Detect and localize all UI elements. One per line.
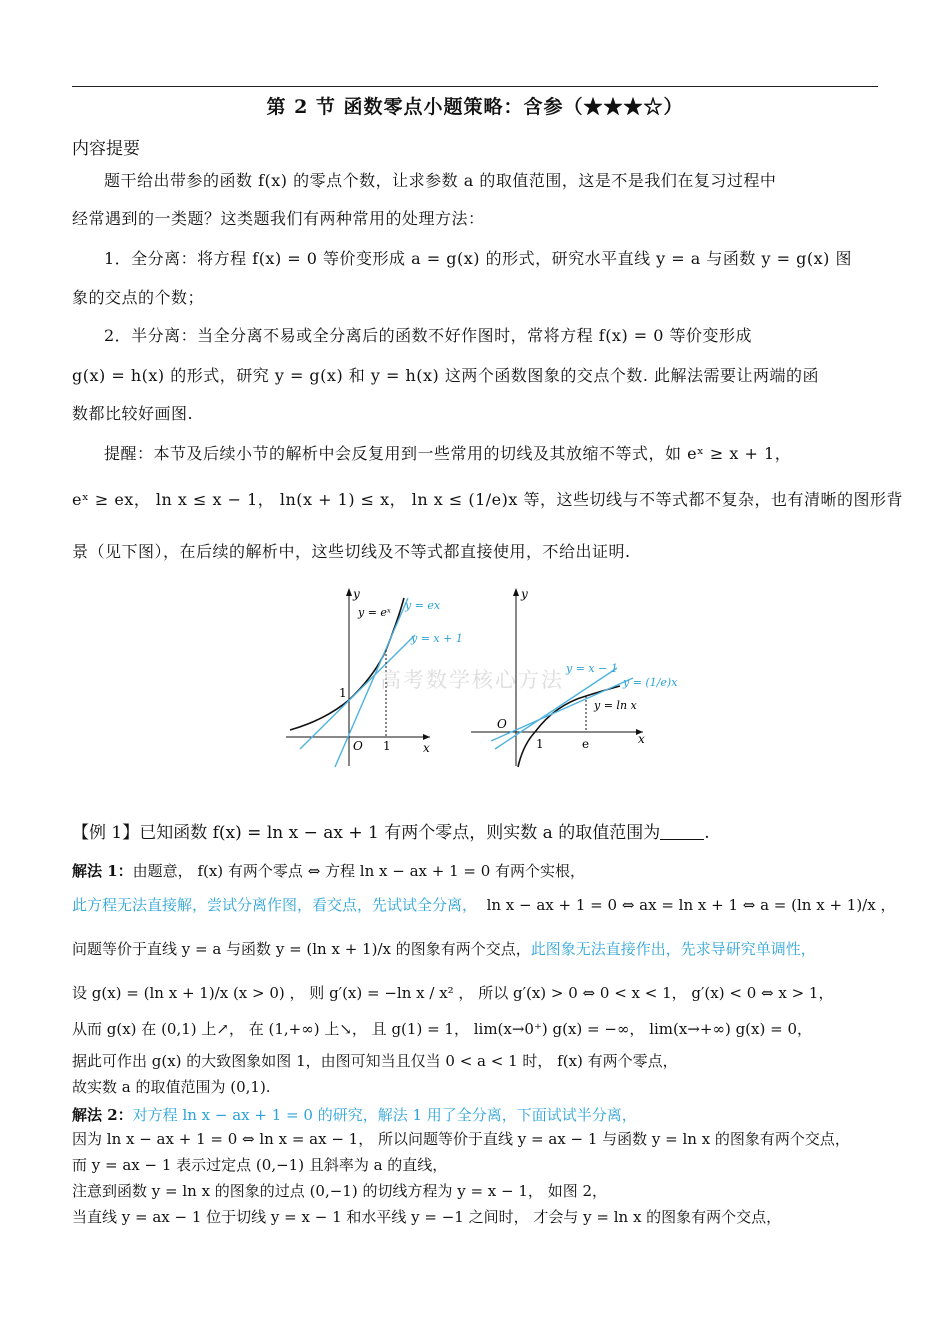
solution1-line [72,938,816,960]
solution1-text: 由题意， f(x) 有两个零点 ⇔ 方程 ln x − ax + 1 = 0 有两个实根， [132,862,586,880]
solution1-line: 设 g(x) = (ln x + 1)/x (x > 0) ， 则 g′(x) = −ln x / x² ， 所以 g′(x) > 0 ⇔ 0 < x < 1， g′(x) < 0 ⇔ x > 1， [72,984,834,1002]
method2-line: 2．半分离：当全分离不易或全分离后的函数不好作图时，常将方程 f(x) = 0 等价变形成 [104,326,753,345]
origin-label: O [497,717,507,731]
solution1-text: ln x − ax + 1 = 0 ⇔ ax = ln x + 1 ⇔ a = (ln x + 1)/x ， [486,896,896,914]
intro-line: 题干给出带参的函数 f(x) 的零点个数，让求参数 a 的取值范围，这是不是我们在复习过程中 [104,171,777,190]
example-text: 已知函数 f(x) = ln x − ax + 1 有两个零点，则实数 a 的取值范围为 [139,823,661,843]
curve-label: y = ln x [594,699,637,712]
solution1-text: 问题等价于直线 y = a 与函数 y = (ln x + 1)/x 的图象有两个交点， [72,940,531,958]
solution2-line [72,1104,637,1126]
solution2-line: 当直线 y = ax − 1 位于切线 y = x − 1 和水平线 y = −1 之间时， 才会与 y = ln x 的图象有两个交点， [72,1208,782,1226]
solution1-line: 从而 g(x) 在 (0,1) 上↗， 在 (1,+∞) 上↘， 且 g(1) = 1， lim(x→0⁺) g(x) = −∞， lim(x→+∞) g(x) = 0， [72,1020,812,1038]
solution1-line [72,860,585,882]
section-heading: 内容提要 [72,139,140,159]
top-rule [72,86,878,87]
tick-x-label: 1 [536,737,544,751]
tangent-label: y = x − 1 [566,662,618,675]
origin-label: O [353,739,363,753]
solution1-line: 故实数 a 的取值范围为 (0,1). [72,1078,271,1096]
tick-x-label: 1 [383,739,391,753]
intro-line: 经常遇到的一类题？这类题我们有两种常用的处理方法： [72,209,485,228]
tip-line: 景（见下图），在后续的解析中，这些切线及不等式都直接使用，不给出证明. [72,542,631,561]
method1-line: 1．全分离：将方程 f(x) = 0 等价变形成 a = g(x) 的形式，研究水平直线 y = a 与函数 y = g(x) 图 [104,249,852,268]
answer-blank [660,825,704,840]
example-end: . [704,823,710,843]
x-axis-label: x [638,732,645,746]
tangent-label: y = (1/e)x [623,676,678,689]
page-title: 第 2 节 函数零点小题策略：含参（★★★☆） [266,96,684,118]
tangent-label: y = ex [405,599,441,612]
method1-line: 象的交点的个数； [72,288,205,307]
x-axis-arrow [423,734,430,740]
method2-line: g(x) = h(x) 的形式，研究 y = g(x) 和 y = h(x) 这两个函数图象的交点个数. 此解法需要让两端的函 [72,366,820,385]
solution1-hint: 此图象无法直接作出，先求导研究单调性， [530,940,816,958]
x-axis-label: x [423,741,430,755]
tip-line: eˣ ≥ ex， ln x ≤ x − 1， ln(x + 1) ≤ x， ln x ≤ (1/e)x 等，这些切线与不等式都不复杂，也有清晰的图形背 [72,490,904,509]
curve-label: y = eˣ [358,606,391,619]
tick-e-label: e [582,737,590,751]
y-axis-arrow [513,588,519,596]
solution1-label: 解法 1： [72,862,133,880]
solution2-line: 注意到函数 y = ln x 的图象的过点 (0,−1) 的切线方程为 y = x − 1， 如图 2， [72,1182,607,1200]
y-axis-label: y [353,587,360,601]
solution1-line [72,894,895,916]
solution1-hint: 此方程无法直接解，尝试分离作图，看交点，先试试全分离， [72,896,478,914]
solution2-line: 而 y = ax − 1 表示过定点 (0,−1) 且斜率为 a 的直线， [72,1156,448,1174]
tip-line: 提醒：本节及后续小节的解析中会反复用到一些常用的切线及其放缩不等式，如 eˣ ≥ x + 1， [104,444,792,463]
y-axis-label: y [521,587,528,601]
watermark: 高考数学核心方法 [380,668,564,692]
solution2-label: 解法 2： [72,1106,133,1124]
method2-line: 数都比较好画图. [72,404,194,423]
tick-y-label: 1 [339,686,347,700]
example-1 [72,818,710,843]
y-axis-arrow [346,588,352,596]
solution2-line: 因为 ln x − ax + 1 = 0 ⇔ ln x = ax − 1， 所以问题等价于直线 y = ax − 1 与函数 y = ln x 的图象有两个交点， [72,1130,850,1148]
example-tag: 【例 1】 [72,823,140,843]
tangent-label: y = x + 1 [411,632,463,645]
solution1-line: 据此可作出 g(x) 的大致图象如图 1，由图可知当且仅当 0 < a < 1 时， f(x) 有两个零点， [72,1052,678,1070]
solution2-hint: 对方程 ln x − ax + 1 = 0 的研究，解法 1 用了全分离，下面试试半分离， [132,1106,637,1124]
